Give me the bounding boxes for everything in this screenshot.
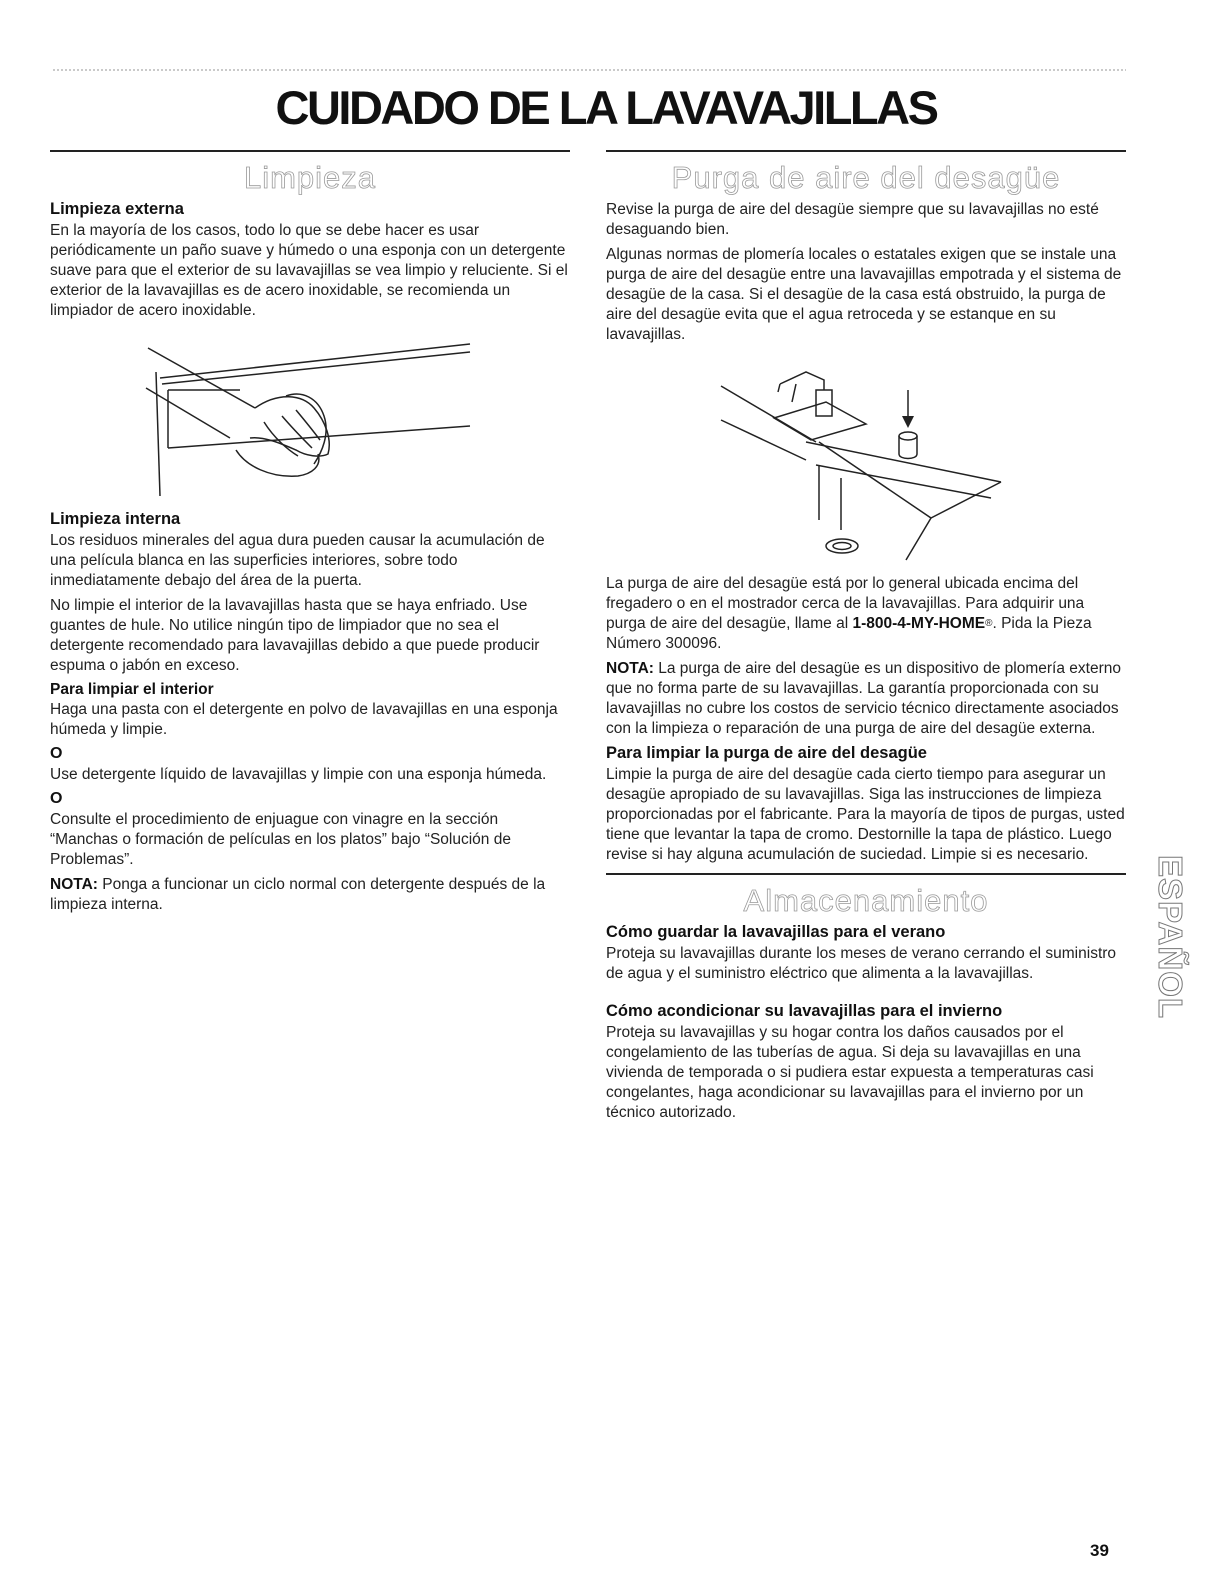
note-label: NOTA: [50,876,98,893]
section-title-purga: Purga de aire del desagüe [671,160,1061,195]
section-rule [50,150,570,152]
top-dotted-rule [52,68,1126,72]
left-column [50,150,570,920]
limpieza-externa-heading: Limpieza externa [50,200,184,218]
clean-air-gap-heading: Para limpiar la purga de aire del desagüe [606,744,927,762]
note-text: La purga de aire del desagüe es un dispositivo de plomería externo que no forma parte de su lavavajillas. La garantía proporcionada con su lavavajillas no cubre los costos de servicio técnico directamente asociados con la limpieza o reparación de una purga de aire del desagüe externa. [606,660,1121,737]
exterior-cleaning-illustration [50,326,570,504]
air-gap-sink-illustration [606,350,1126,570]
section-rule [606,150,1126,152]
purga-p1: Revise la purga de aire del desagüe siempre que su lavavajillas no esté desaguando bien. [606,201,1099,238]
limpieza-interna-p4: Use detergente líquido de lavavajillas y limpie con una esponja húmeda. [50,766,547,783]
limpieza-interna-heading: Limpieza interna [50,510,181,528]
language-side-tab: ESPAÑOL [1152,854,1190,1020]
note-label: NOTA: [606,660,654,677]
page-number: 39 [1090,1541,1109,1560]
registered-mark: ® [985,618,993,629]
limpieza-interna-note [50,875,570,915]
clean-air-gap-text: Limpie la purga de aire del desagüe cada cierto tiempo para asegurar un desagüe apropiado de su lavavajillas. Siga las instrucciones de limpieza proporcionadas por el fabricante. Para la mayoría de tipos de purgas, usted tiene que levantar la tapa de cromo. Destornille la tapa de plástico. Luego revise si hay alguna acumulación de suciedad. Limpie si es necesario. [606,766,1125,863]
or-label-1: O [50,745,63,762]
purga-p2: Algunas normas de plomería locales o estatales exigen que se instale una purga de aire del desagüe entre una lavavajillas empotrada y el sistema de desagüe de la casa. Si el desagüe de la casa está obstruido, la purga de aire del desagüe evita que el agua retroceda y se estanque en su lavavajillas. [606,246,1122,343]
section-title-almacenamiento: Almacenamiento [743,883,989,918]
limpieza-externa-text: En la mayoría de los casos, todo lo que se debe hacer es usar periódicamente un paño suave y húmedo o una esponja con un detergente suave para que el exterior de su lavavajillas se vea limpio y reluciente. Si el exterior de la lavavajillas es de acero inoxidable, se recomienda un limpiador de acero inoxidable. [50,222,568,319]
limpieza-interna-p1: Los residuos minerales del agua dura pueden causar la acumulación de una película blanca en las superficies interiores, sobre todo inmediatamente debajo del área de la puerta. [50,532,545,589]
purga-note [606,659,1126,739]
winter-storage-text: Proteja su lavavajillas y su hogar contra los daños causados por el congelamiento de las tuberías de agua. Si deja su lavavajillas en una vivienda de temporada o si pudiera estar expuesta a temperaturas casi congelantes, haga acondicionar su lavavajillas para el invierno por un técnico autorizado. [606,1024,1094,1121]
purga-p3: La purga de aire del desagüe está por lo general ubicada encima del fregadero o en el mostrador cerca de la lavavajillas. Para adquirir una purga de aire del desagüe, llame al 1-800-4-MY-HOME®. Pida la Pieza Número 300096. [606,575,1092,652]
winter-storage-heading: Cómo acondicionar su lavavajillas para el invierno [606,1002,1003,1020]
right-column [606,150,1126,1128]
limpieza-interna-p5: Consulte el procedimiento de enjuague con vinagre en la sección “Manchas o formación de películas en los platos” bajo “Solución de Problemas”. [50,811,511,868]
summer-storage-heading: Cómo guardar la lavavajillas para el verano [606,923,946,941]
limpieza-interna-p3: Haga una pasta con el detergente en polvo de lavavajillas en una esponja húmeda y limpie. [50,701,558,738]
page-title: CUIDADO DE LA LAVAVAJILLAS [275,81,937,134]
phone-number: 1-800-4-MY-HOME [852,615,986,632]
note-text: Ponga a funcionar un ciclo normal con detergente después de la limpieza interna. [50,876,546,913]
summer-storage-text: Proteja su lavavajillas durante los meses de verano cerrando el suministro de agua y el suministro eléctrico que alimenta a la lavavajillas. [606,945,1117,982]
section-rule [606,873,1126,875]
para-limpiar-interior-heading: Para limpiar el interior [50,681,214,698]
limpieza-interna-p2: No limpie el interior de la lavavajillas hasta que se haya enfriado. Use guantes de hule. No utilice ningún tipo de limpiador que no sea el detergente recomendado para lavavajillas debido a que puede producir espuma o jabón en exceso. [50,597,540,674]
or-label-2: O [50,790,63,807]
section-title-limpieza: Limpieza [243,160,377,195]
